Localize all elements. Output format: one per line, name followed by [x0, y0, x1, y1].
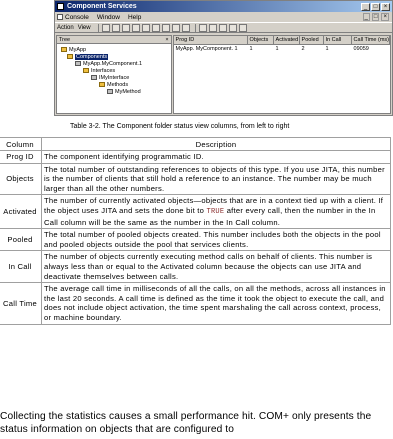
properties-icon[interactable] — [152, 24, 160, 32]
component-icon — [75, 61, 81, 66]
description-text: The number of currently activated objects—objects that are in a context tied up with a client. If the object uses JITA and sets the done bit to — [44, 196, 384, 215]
window-titlebar — [55, 1, 392, 12]
menu-console[interactable] — [57, 14, 89, 21]
header-description: Description — [42, 138, 391, 151]
child-restore-button[interactable]: □ — [373, 14, 378, 20]
method-icon — [107, 89, 113, 94]
minimize-button[interactable]: _ — [361, 3, 370, 11]
export-icon[interactable] — [172, 24, 180, 32]
tree-pane[interactable] — [56, 35, 172, 114]
child-minimize-button[interactable]: _ — [364, 14, 368, 20]
col-call-time[interactable]: Call Time (ms) — [353, 37, 389, 43]
view-menu[interactable]: View — [77, 24, 91, 31]
col-prog-id[interactable]: Prog ID — [174, 36, 248, 44]
tree-header: Tree — [59, 37, 71, 43]
list-header — [174, 36, 390, 45]
folder-icon — [67, 54, 73, 59]
child-close-button[interactable]: × — [383, 14, 387, 20]
table-row — [0, 283, 391, 324]
action-menu[interactable]: Action — [57, 24, 74, 31]
row-column-name: Call Time — [0, 283, 42, 324]
table-row — [0, 163, 391, 195]
row-description: The number of objects currently executing method calls on behalf of clients. This number is always less than or equal to the Activated column because the objects can use JITA and deactivate themselves between calls. — [42, 251, 391, 283]
large-icons-view-icon[interactable] — [199, 24, 207, 32]
row-description: The component identifying programmatic ID. — [42, 151, 391, 164]
show-tree-icon[interactable] — [132, 24, 140, 32]
header-column: Column — [0, 138, 42, 151]
col-objects[interactable]: Objects — [248, 36, 274, 44]
back-icon[interactable] — [102, 24, 110, 32]
table-row — [0, 195, 391, 229]
detail-view-icon[interactable] — [229, 24, 237, 32]
folder-icon — [83, 68, 89, 73]
toolbar — [55, 22, 392, 33]
menu-console-label: Console — [65, 13, 89, 21]
cell-activated: 1 — [275, 46, 279, 52]
toolbar-separator — [98, 24, 99, 32]
folder-icon — [99, 82, 105, 87]
table-caption: Table 3-2. The Component folder status view columns, from left to right — [70, 123, 290, 130]
tree-close-icon[interactable]: × — [165, 37, 169, 43]
col-activated[interactable]: Activated — [275, 37, 299, 43]
folder-icon — [61, 47, 67, 52]
row-description — [42, 195, 391, 229]
list-view-icon[interactable] — [219, 24, 227, 32]
code-literal: TRUE — [206, 207, 225, 216]
help-icon[interactable] — [182, 24, 190, 32]
tree-node-components[interactable]: Components — [67, 53, 108, 60]
menu-window[interactable]: Window — [96, 13, 120, 21]
status-columns-table — [0, 137, 391, 325]
window-title: Component Services — [67, 3, 137, 10]
row-column-name: Prog ID — [0, 151, 42, 164]
menubar — [55, 12, 392, 22]
tree-node-myapp[interactable]: MyApp — [61, 46, 86, 53]
tree-node-interface[interactable]: IMyInterface — [91, 74, 129, 81]
delete-icon[interactable] — [142, 24, 150, 32]
cell-in-call: 1 — [325, 46, 329, 52]
body-paragraph: Collecting the statistics causes a small performance hit. COM+ only presents the status information on objects that are configured to — [0, 411, 372, 435]
status-list-view[interactable] — [173, 35, 391, 114]
row-description: The average call time in milliseconds of all the calls, on all the methods, across all instances in the last 20 seconds. A call time is defined as the time it took the object to execute the call, and does not include object activation, the time spent marshaling the call across context, process, or machine boundary. — [42, 283, 391, 324]
table-row — [0, 251, 391, 283]
app-icon — [57, 3, 64, 10]
table-row — [0, 151, 391, 164]
row-column-name: Objects — [0, 163, 42, 195]
row-column-name: In Call — [0, 251, 42, 283]
list-row[interactable] — [174, 45, 390, 53]
col-pooled[interactable]: Pooled — [300, 36, 324, 44]
table-header-row — [0, 138, 391, 151]
cell-call-time: 09059 — [353, 46, 369, 52]
tree-node-methods[interactable]: Methods — [99, 81, 128, 88]
row-column-name: Pooled — [0, 229, 42, 251]
row-description: The total number of pooled objects created. This number includes both the objects in the pool and pooled objects outside the pool that services clients. — [42, 229, 391, 251]
maximize-button[interactable]: □ — [371, 3, 380, 11]
table-row — [0, 229, 391, 251]
tree-node-interfaces[interactable]: Interfaces — [83, 67, 115, 74]
interface-icon — [91, 75, 97, 80]
menu-help[interactable]: Help — [127, 13, 142, 21]
up-icon[interactable] — [122, 24, 130, 32]
small-icons-view-icon[interactable] — [209, 24, 217, 32]
component-services-window — [54, 0, 393, 116]
col-in-call[interactable]: In Call — [324, 36, 352, 44]
tree-node-method[interactable]: MyMethod — [107, 88, 141, 95]
cell-pooled: 2 — [301, 46, 305, 52]
close-button[interactable]: × — [381, 3, 390, 11]
row-column-name: Activated — [0, 195, 42, 229]
console-icon — [57, 14, 63, 20]
cell-prog-id: MyApp. MyComponent. 1 — [175, 46, 238, 52]
status-view-icon[interactable] — [239, 24, 247, 32]
cell-objects: 1 — [249, 46, 253, 52]
description-text: after every call, then the number in the In Call column will be the same as the number in the In Call column. — [44, 205, 376, 227]
toolbar-separator — [195, 24, 196, 32]
forward-icon[interactable] — [112, 24, 120, 32]
row-description: The total number of outstanding references to objects of this type. If you use JITA, this number is the number of clients that still hold a reference to an instance. The number may be much larger than all the other numbers. — [42, 163, 391, 195]
tree-node-component[interactable]: MyApp.MyComponent.1 — [75, 60, 142, 67]
refresh-icon[interactable] — [162, 24, 170, 32]
